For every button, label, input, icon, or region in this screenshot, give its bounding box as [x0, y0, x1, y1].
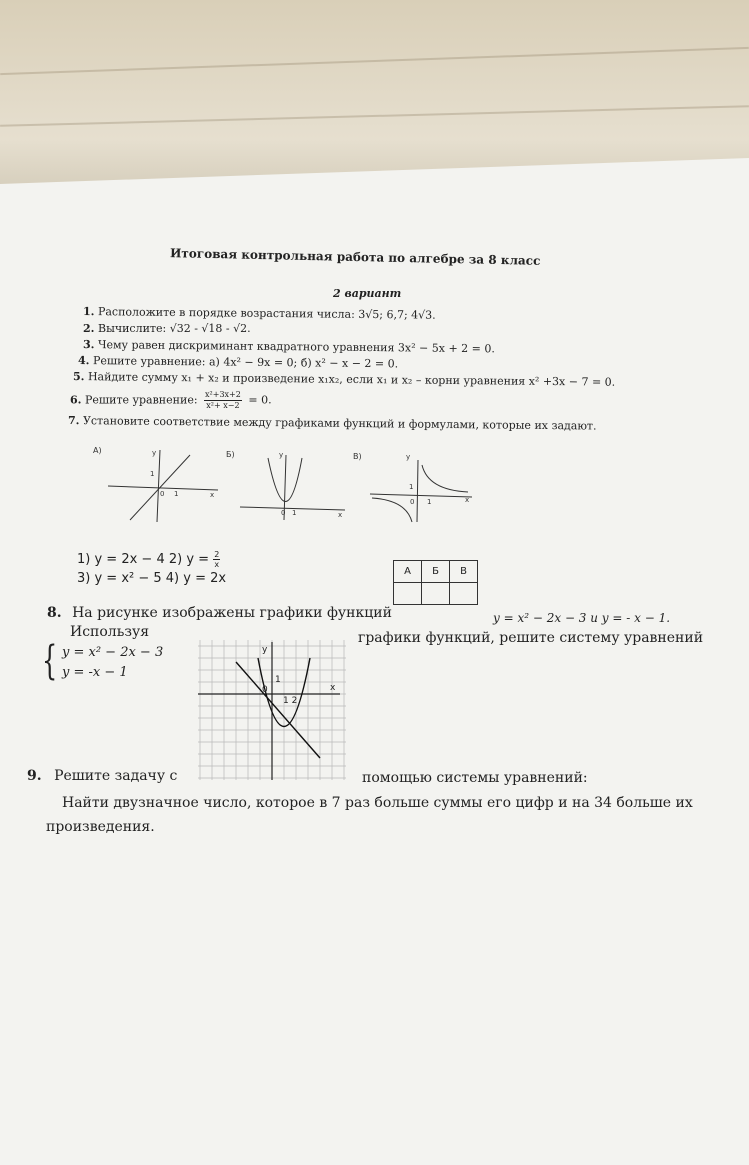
graph-b-y-label: y — [279, 451, 284, 459]
task-8-functions: y = x² − 2x − 3 и y = - x − 1. — [493, 611, 671, 625]
task-text: Найдите сумму x₁ + x₂ и произведение x₁x₂, если x₁ и x₂ – корни уравнения x² +3x − 7 = 0. — [87, 370, 616, 389]
task-text: Решите уравнение: — [84, 393, 198, 407]
task-9-line-1a — [27, 768, 177, 785]
task-text: На рисунке изображены графики функций — [72, 605, 392, 621]
graph-a-label: А) — [93, 446, 102, 455]
task-text: Решите уравнение: а) 4x² − 9x = 0; б) x² − x − 2 = 0. — [92, 354, 399, 371]
graph-a-zero-label: 0 — [160, 490, 165, 498]
graph-c-label: В) — [353, 452, 362, 461]
task-8-line-2b: графики функций, решите систему уравнений — [358, 630, 704, 646]
system-brace: { — [42, 638, 58, 684]
task-9-line-2: Найти двузначное число, которое в 7 раз больше суммы его цифр и на 34 больше их — [62, 795, 693, 811]
task-number: 8. — [47, 605, 62, 621]
graph-b-label: Б) — [226, 450, 235, 459]
task-number: 1. — [82, 305, 95, 319]
fraction-numerator: 2 — [214, 550, 220, 559]
system-equation-2: y = -x − 1 — [62, 665, 128, 680]
task-text: Чему равен дискриминант квадратного уравнения 3x² − 5x + 2 = 0. — [97, 338, 495, 356]
task-number: 6. — [70, 393, 82, 407]
fraction-denominator: x — [214, 560, 220, 569]
task-number: 4. — [77, 354, 90, 368]
task-9-line-3: произведения. — [46, 819, 155, 835]
variant-label: 2 вариант — [333, 287, 402, 300]
graph-b-x-label: x — [338, 511, 343, 519]
task-9-line-1b: помощью системы уравнений: — [362, 770, 588, 786]
graph-c-one-label: 1 — [409, 483, 414, 491]
fraction-numerator: x²+3x+2 — [205, 390, 241, 399]
task8-one-label: 1 — [275, 675, 281, 685]
task-text: Решите задачу с — [54, 768, 178, 784]
task8-x-label: x — [330, 683, 336, 693]
graph-c-one-x-label: 1 — [427, 498, 432, 506]
formula-line-2: 3) y = x² − 5 4) y = 2x — [77, 571, 227, 586]
task-text: Расположите в порядке возрастания числа: 3√5; 6,7; 4√3. — [97, 305, 436, 322]
graph-c-y-label: y — [406, 453, 411, 461]
graph-a-one-label: 1 — [150, 470, 155, 478]
answer-header-c: В — [450, 561, 478, 583]
task8-axes — [198, 642, 340, 780]
task-number: 3. — [82, 338, 95, 352]
graph-a-y-label: y — [152, 449, 157, 457]
page-title: Итоговая контрольная работа по алгебре за 8 класс — [169, 246, 541, 268]
task-text: Вычислите: √32 - √18 - √2. — [97, 322, 251, 335]
task8-zero-label: 0 — [262, 685, 268, 695]
graph-c-zero-label: 0 — [410, 498, 415, 506]
graph-a-one-x-label: 1 — [174, 490, 179, 498]
formula-text: 1) y = 2x − 4 2) y = — [77, 552, 210, 567]
graph-b-zero-label: 0 — [281, 509, 286, 517]
system-equation-1: y = x² − 2x − 3 — [62, 645, 164, 660]
task-number: 2. — [83, 322, 95, 335]
graph-c-x-label: x — [465, 496, 470, 504]
task-number: 7. — [67, 414, 80, 428]
task-text-tail: = 0. — [248, 393, 272, 407]
fraction-denominator: x²+ x−2 — [206, 401, 240, 410]
answer-header-b: Б — [422, 561, 450, 583]
task8-y-label: y — [262, 645, 268, 655]
graph-b-one-label: 1 — [292, 509, 297, 517]
task-number: 9. — [27, 768, 42, 784]
task-text: Установите соответствие между графиками функций и формулами, которые их задают. — [82, 414, 597, 433]
task8-tick-labels: 1 2 — [283, 696, 298, 706]
answer-header-a: А — [394, 561, 422, 583]
task-8-line-2a: Используя — [70, 624, 150, 640]
graph-a-x-label: x — [210, 491, 215, 499]
task-number: 5. — [72, 370, 85, 384]
